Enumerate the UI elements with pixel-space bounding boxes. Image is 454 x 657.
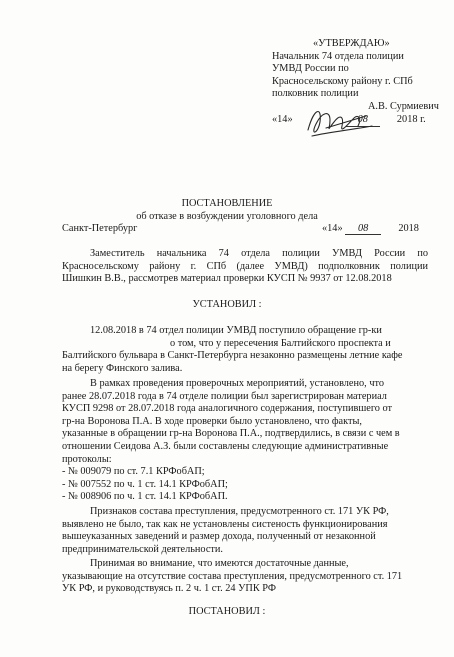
protocol-item: - № 007552 по ч. 1 ст. 14.1 КРФобАП;: [62, 478, 228, 490]
approval-day: «14»: [272, 113, 293, 125]
body-line: Признаков состава преступления, предусмотренного ст. 171 УК РФ,: [90, 506, 389, 517]
intro-paragraph: [62, 248, 428, 286]
body-line: КУСП 9298 от 28.07.2018 года аналогичного содержания, поступившего от: [62, 403, 393, 415]
document-date: [322, 223, 419, 235]
protocol-item: - № 009079 по ст. 7.1 КРФобАП;: [62, 466, 205, 477]
approval-header: «УТВЕРЖДАЮ»: [313, 38, 390, 49]
approval-year: 2018 г.: [396, 113, 426, 125]
intro-line: Заместитель начальника 74 отдела полиции УМВД России по: [90, 248, 428, 259]
approval-name: А.В. Сурмиевич: [368, 100, 439, 112]
body-paragraph-1: [62, 325, 428, 375]
approval-position-line-1: Начальник 74 отдела полиции: [272, 50, 404, 62]
document-subtitle: об отказе в возбуждении уголовного дела: [136, 211, 318, 222]
body-line: протоколы:: [62, 453, 112, 465]
intro-line: Шишкин В.В., рассмотрев материал проверки КУСП № 9937 от 12.08.2018: [62, 273, 392, 285]
approval-month: 08: [346, 114, 380, 128]
established-heading: УСТАНОВИЛ :: [192, 299, 262, 310]
body-line: гр-на Воронова П.А. В ходе проверки было установлено, что факты,: [62, 415, 362, 427]
document-title: ПОСТАНОВЛЕНИЕ: [181, 198, 273, 209]
body-line: вышеуказанных заведений и размер дохода, полученный от незаконной: [62, 531, 376, 543]
body-line: о том, что у пересечения Балтийского проспекта и: [170, 337, 391, 349]
signature-image: [300, 100, 380, 142]
intro-line: Красносельскому району г. СПб (далее УМВД) подполковник полиции: [62, 260, 428, 272]
body-paragraph-2: [62, 378, 428, 466]
body-line: выявлено не было, так как не установлены систеность функционирования: [62, 518, 388, 530]
body-line: Принимая во внимание, что имеются достаточные данные,: [90, 558, 349, 569]
approval-position-line-2: УМВД России по: [272, 63, 349, 75]
protocol-item: - № 008906 по ч. 1 ст. 14.1 КРФобАП.: [62, 491, 228, 503]
body-line: на берегу Финского залива.: [62, 362, 183, 374]
body-line: указывающие на отсутствие состава преступления, предусмотренного ст. 171: [62, 570, 403, 582]
document-date-month: 08: [345, 223, 381, 235]
document-date-year: 2018: [398, 223, 419, 234]
body-line: отношении Сеидова А.З. были составлены следующие административные: [62, 440, 389, 452]
body-line: указанные в обращении гр-на Воронова П.А., подтвердились, в связи с чем в: [62, 428, 400, 440]
body-line: Балтийского бульвара в Санкт-Петербурга незаконно размещены летние кафе: [62, 350, 403, 362]
resolved-heading: ПОСТАНОВИЛ :: [188, 606, 266, 617]
body-line: УК РФ, и руководствуясь п. 2 ч. 1 ст. 24 УПК РФ: [62, 583, 276, 595]
document-place: Санкт-Петербург: [62, 223, 138, 234]
body-line: ранее 28.07.2018 года в 74 отделе полиции был зарегистрирован материал: [62, 390, 387, 402]
approval-position-line-3: Красносельскому району г. СПб: [272, 75, 413, 87]
body-paragraph-4: [62, 558, 428, 596]
body-line: В рамках проведения проверочных мероприятий, установлено, что: [90, 378, 385, 389]
protocols-list: [62, 466, 428, 504]
body-line: предпринимательской деятельности.: [62, 543, 223, 555]
body-paragraph-3: [62, 506, 428, 556]
body-line: 12.08.2018 в 74 отдел полиции УМВД поступило обращение гр-ки: [90, 325, 382, 336]
document-date-day: «14»: [322, 223, 343, 234]
approval-rank: полковник полиции: [272, 88, 359, 100]
